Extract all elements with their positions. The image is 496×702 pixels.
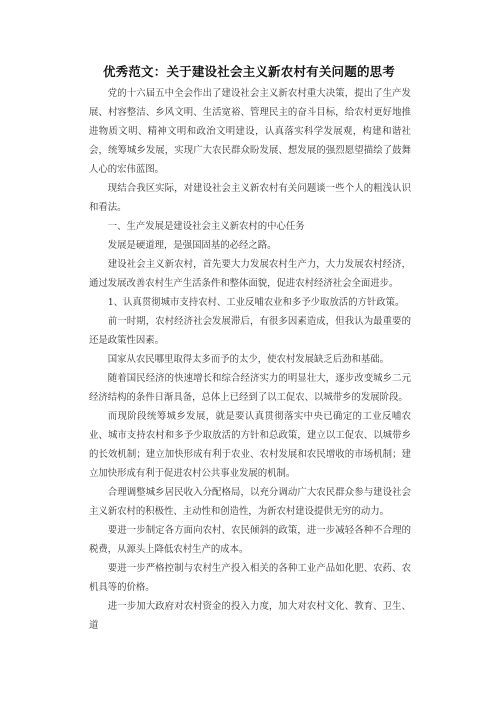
- paragraph: 国家从农民哪里取得太多而予的太少，使农村发展缺乏后劲和基础。: [107, 354, 390, 365]
- paragraph: 建设社会主义新农村，首先要大力发展农村生产力，大力发展农村经济，通过发展改善农村生产生活条件和整体面貌，促进农村经济社会全面进步。: [89, 259, 411, 289]
- paragraph: 而现阶段统筹城乡发展，就是要认真贯彻落实中央已确定的工业反哺农业、城市支持农村和多予少取放活的方针和总政策，建立以工促农、以城带乡的长效机制；建立加快形成有利于农业、农村发展和农民增收的市场机制；建立加快形成有利于促进农村公共事业发展的机制。: [89, 411, 411, 479]
- paragraph: 现结合我区实际，对建设社会主义新农村有关问题谈一些个人的粗浅认识和看法。: [89, 183, 411, 213]
- paragraph: 随着国民经济的快速增长和综合经济实力的明显壮大，逐步改变城乡二元经济结构的条件日渐具备，总体上已经到了以工促农、以城带乡的发展阶段。: [89, 373, 411, 403]
- section-heading: 一、生产发展是建设社会主义新农村的中心任务: [107, 221, 305, 232]
- subsection-heading: 1、认真贯彻城市支持农村、工业反哺农业和多予少取放活的方针政策。: [107, 297, 405, 308]
- document-title: 优秀范文：关于建设社会主义新农村有关问题的思考: [102, 64, 396, 79]
- paragraph: 党的十六届五中全会作出了建设社会主义新农村重大决策，提出了生产发展、村容整洁、乡风文明、生活宽裕、管理民主的奋斗目标，给农村更好地推进物质文明、精神文明和政治文明建设，认真落实科学发展观，构建和谐社会，统筹城乡发展，实现广大农民群众盼发展、想发展的强烈愿望描绘了鼓舞人心的宏伟蓝图。: [89, 88, 411, 175]
- paragraph: 前一时期，农村经济社会发展滞后，有很多因素造成，但我认为最重要的还是政策性因素。: [89, 316, 411, 346]
- paragraph: 要进一步严格控制与农村生产投入相关的各种工业产品如化肥、农药、农机具等的价格。: [89, 563, 411, 593]
- paragraph: 发展是硬道理，是强国固基的必经之路。: [107, 240, 277, 251]
- paragraph: 要进一步制定各方面向农村、农民倾斜的政策，进一步减轻各种不合理的税费，从源头上降低农村生产的成本。: [89, 525, 411, 555]
- paragraph: 合理调整城乡居民收入分配格局，以充分调动广大农民群众参与建设社会主义新农村的积极性、主动性和创造性，为新农村建设提供无穷的动力。: [89, 487, 411, 517]
- paragraph: 进一步加大政府对农村资金的投入力度，加大对农村文化、教育、卫生、道: [89, 601, 411, 631]
